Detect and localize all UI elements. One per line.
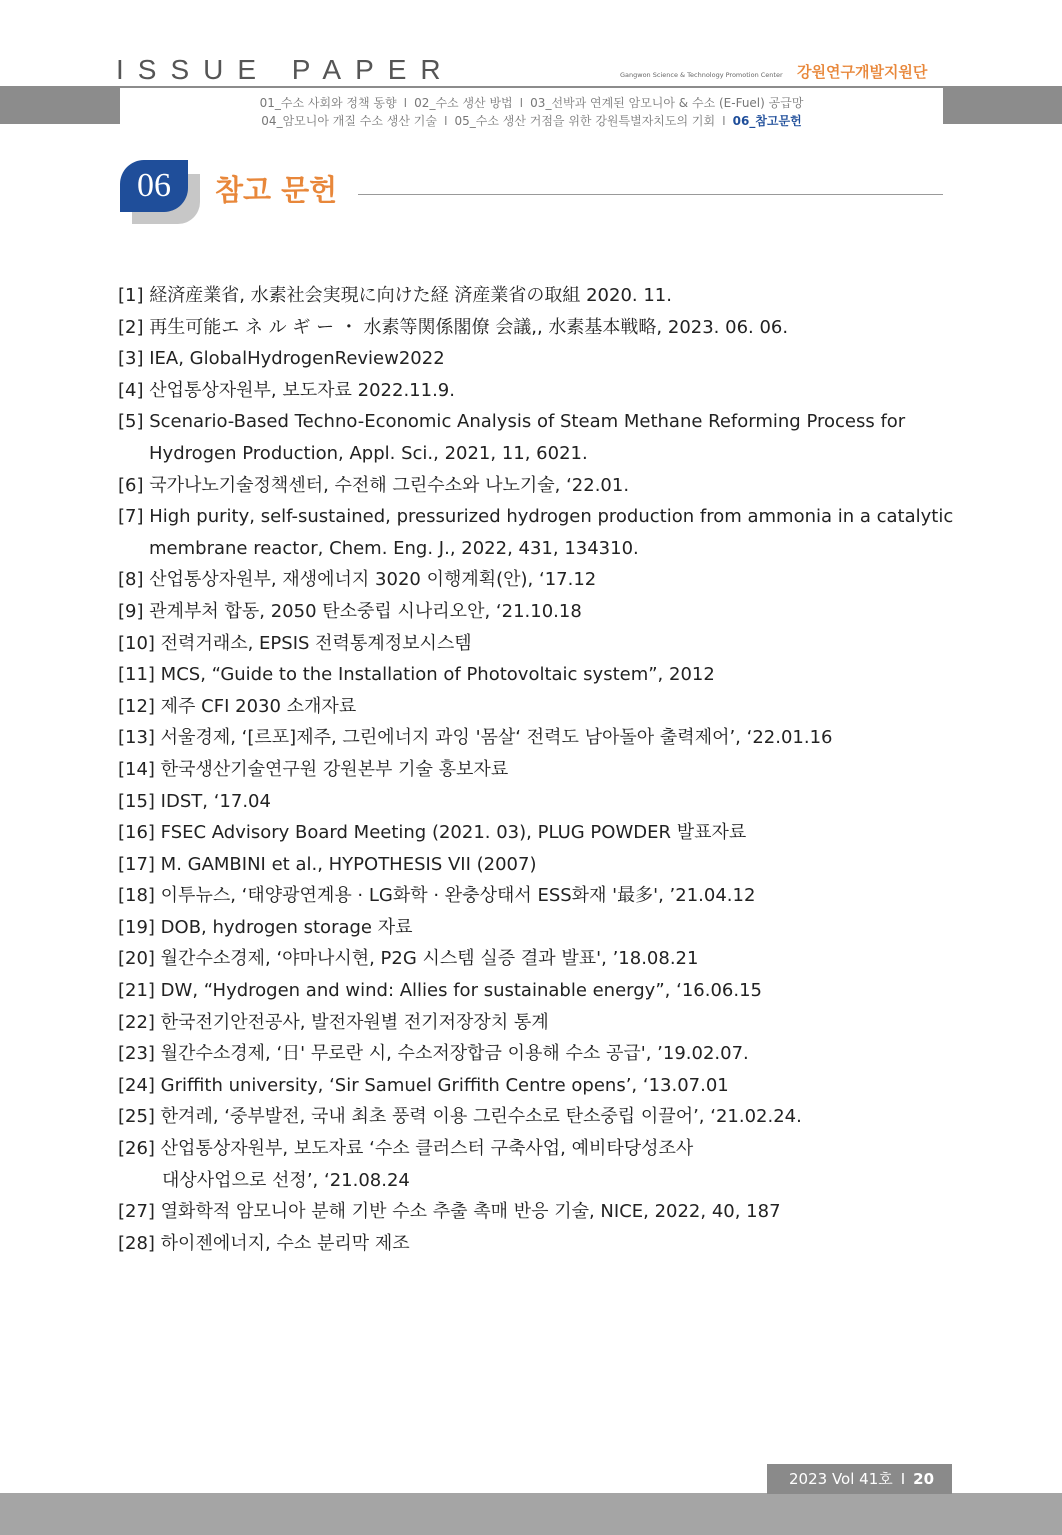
footer-separator: I [900,1470,906,1488]
reference-item: [21] DW, “Hydrogen and wind: Allies for sustainable energy”, ‘16.06.15 [118,980,762,1002]
reference-item: [1] 経済産業省, 水素社会実現に向けた経 済産業省の取組 2020. 11. [118,285,672,306]
reference-item: [23] 월간수소경제, ‘日' 무로란 시, 수소저장합금 이용해 수소 공급', ’19.02.07. [118,1043,749,1065]
reference-item-continuation: Hydrogen Production, Appl. Sci., 2021, 11, 6021. [149,442,588,464]
reference-item: [15] IDST, ‘17.04 [118,790,271,812]
section-number-badge: 06 [120,160,188,212]
reference-item: [16] FSEC Advisory Board Meeting (2021. 03), PLUG POWDER 발표자료 [118,822,747,844]
reference-item: [6] 국가나노기술정책센터, 수전해 그린수소와 나노기술, ‘22.01. [118,474,630,496]
section-title-rule [358,194,943,195]
reference-item: [11] MCS, “Guide to the Installation of Photovoltaic system”, 2012 [118,664,715,686]
nav-item-03[interactable]: 03_선박과 연계된 암모니아 & 수소 (E-Fuel) 공급망 [530,96,804,110]
reference-item: [4] 산업통상자원부, 보도자료 2022.11.9. [118,379,455,401]
section-title: 참고 문헌 [215,173,338,207]
nav-separator: I [722,114,726,128]
reference-item: [13] 서울경제, ‘[르포]제주, 그린에너지 과잉 '몸살‘ 전력도 남아돌아 출력제어’, ‘22.01.16 [118,727,833,749]
nav-separator: I [403,96,408,110]
reference-item: [22] 한국전기안전공사, 발전자원별 전기저장장치 통계 [118,1011,549,1033]
reference-item: [3] IEA, GlobalHydrogenReview2022 [118,348,445,370]
footer-issue-box [767,1464,952,1494]
header-band-right [943,86,1062,124]
header-band-left [0,86,120,124]
section-nav-row-1 [120,95,943,111]
header-title: ISSUE PAPER [116,54,455,85]
footer-issue: 2023 Vol 41호 [789,1470,893,1488]
reference-item: [28] 하이젠에너지, 수소 분리막 제조 [118,1232,410,1254]
org-name-english: Gangwon Science & Technology Promotion Center [620,71,783,79]
reference-item-continuation: membrane reactor, Chem. Eng. J., 2022, 431, 134310. [149,537,639,559]
reference-item: [14] 한국생산기술연구원 강원본부 기술 홍보자료 [118,758,509,780]
nav-item-01[interactable]: 01_수소 사회와 정책 동향 [259,96,397,110]
reference-item-continuation: 대상사업으로 선정’, ‘21.08.24 [162,1169,410,1191]
reference-item: [10] 전력거래소, EPSIS 전력통계정보시스템 [118,632,472,654]
reference-item: [9] 관계부처 합동, 2050 탄소중립 시나리오안, ‘21.10.18 [118,600,582,622]
reference-item: [7] High purity, self-sustained, pressurized hydrogen production from ammonia in a catalytic [118,506,954,528]
reference-item: [5] Scenario-Based Techno-Economic Analysis of Steam Methane Reforming Process for [118,411,906,433]
nav-separator: I [443,114,448,128]
section-nav-row-2 [120,113,943,129]
reference-item: [27] 열화학적 암모니아 분해 기반 수소 추출 촉매 반응 기술, NICE, 2022, 40, 187 [118,1201,781,1223]
reference-item: [19] DOB, hydrogen storage 자료 [118,916,413,938]
reference-item: [24] Griffith university, ‘Sir Samuel Griffith Centre opens’, ‘13.07.01 [118,1074,729,1096]
header-rule [120,86,943,88]
nav-item-06-active[interactable]: 06_참고문헌 [732,114,802,128]
page-number: 20 [913,1470,935,1488]
reference-item: [26] 산업통상자원부, 보도자료 ‘수소 클러스터 구축사업, 예비타당성조사 [118,1138,694,1160]
reference-item: [8] 산업통상자원부, 재생에너지 3020 이행계획(안), ‘17.12 [118,569,597,591]
org-name-korean: 강원연구개발지원단 [797,63,928,81]
reference-item: [2] 再生可能エ ネ ル ギ ー ・ 水素等関係閣僚 会議,, 水素基本戦略, 2023. 06. 06. [118,316,789,338]
nav-item-05[interactable]: 05_수소 생산 거점을 위한 강원특별자치도의 기회 [454,114,716,128]
nav-item-02[interactable]: 02_수소 생산 방법 [414,96,513,110]
reference-list [118,280,954,1259]
footer-band [0,1493,1062,1535]
nav-item-04[interactable]: 04_암모니아 개질 수소 생산 기술 [261,114,437,128]
reference-item: [17] M. GAMBINI et al., HYPOTHESIS VII (2007) [118,853,537,875]
reference-item: [25] 한겨레, ‘중부발전, 국내 최초 풍력 이용 그린수소로 탄소중립 이끌어’, ‘21.02.24. [118,1106,802,1128]
reference-item: [18] 이투뉴스, ‘태양광연계용 · LG화학 · 완충상태서 ESS화재 '最多', ’21.04.12 [118,885,756,907]
nav-separator: I [519,96,524,110]
reference-item: [20] 월간수소경제, ‘야마나시현, P2G 시스템 실증 결과 발표', ’18.08.21 [118,948,699,970]
reference-item: [12] 제주 CFI 2030 소개자료 [118,695,357,717]
